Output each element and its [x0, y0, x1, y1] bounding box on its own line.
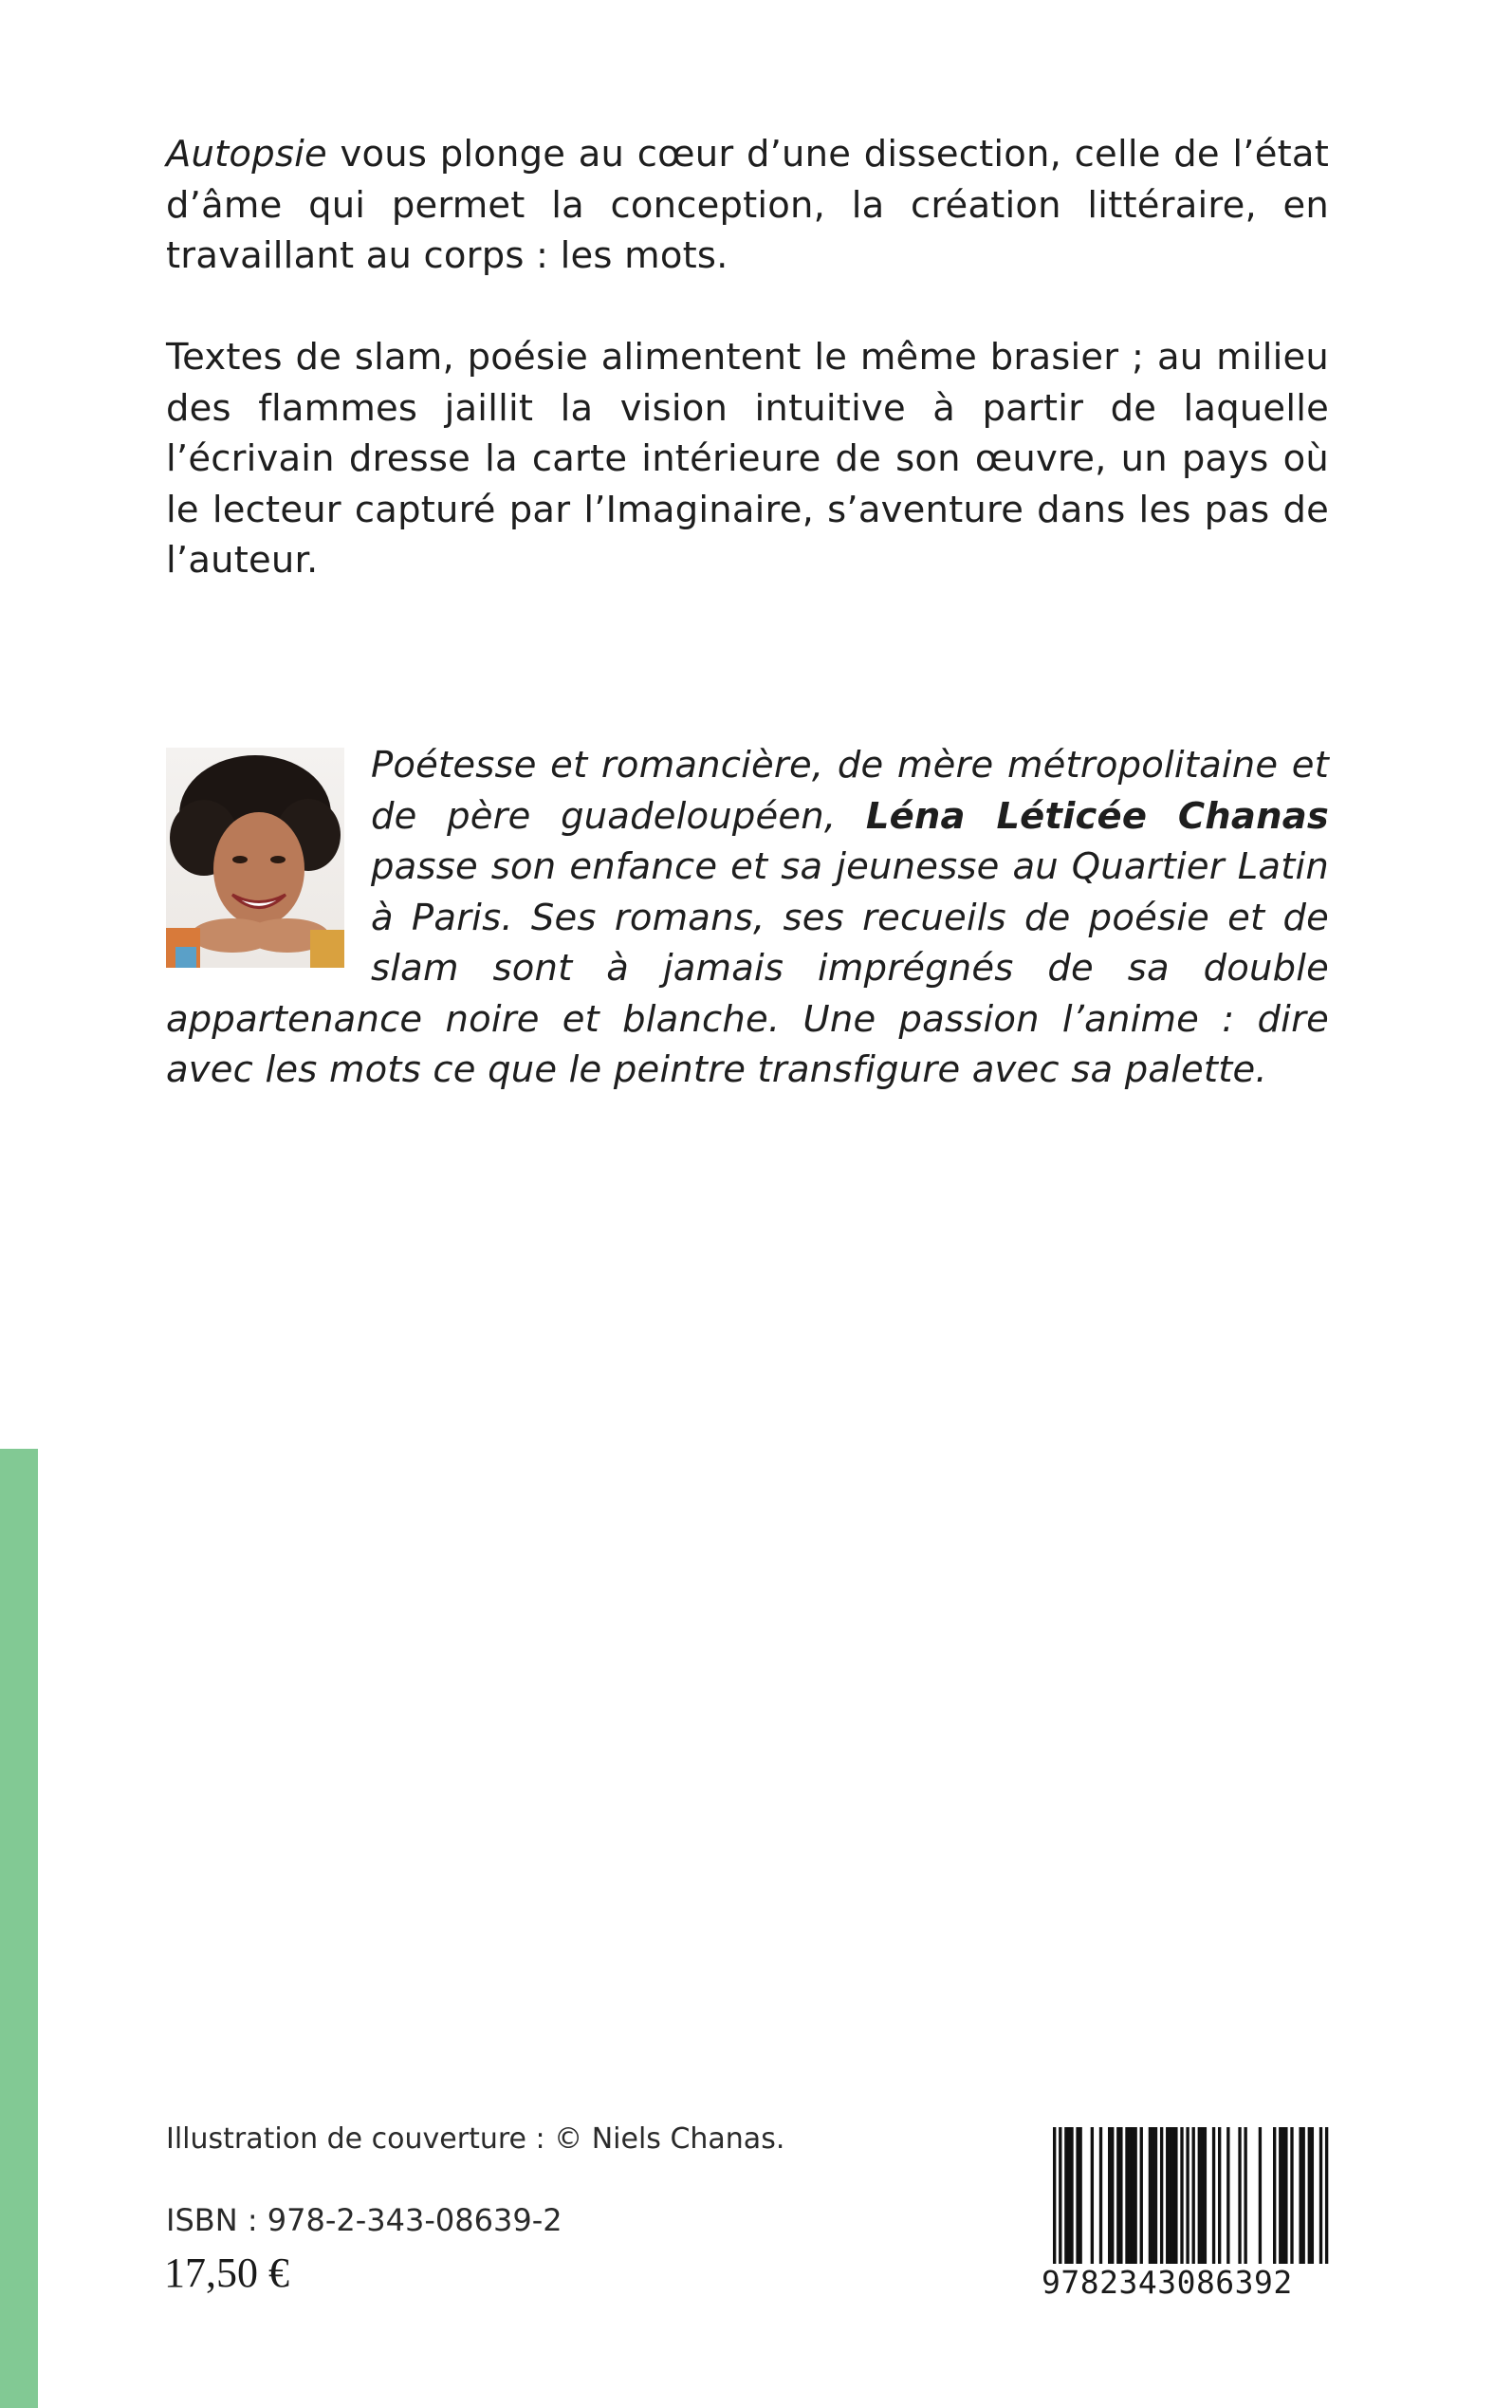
author-bio — [166, 740, 1329, 1096]
intro-paragraph-2-text: Textes de slam, poésie alimentent le même brasier ; au milieu des flammes jaillit la vision intuitive à partir de laquelle l’écrivain dresse la carte intérieure de son œuvre, un pays où le lecteur capturé par l’Imaginaire, s’aventure dans les pas de l’auteur. — [166, 336, 1329, 582]
barcode-bar — [1273, 2127, 1276, 2264]
barcode-bar — [1308, 2127, 1311, 2264]
barcode-bar — [1282, 2127, 1284, 2264]
barcode-bar — [1198, 2127, 1201, 2264]
intro-paragraph-1-text: vous plonge au cœur d’une dissection, celle de l’état d’âme qui permet la conception, la création littéraire, en travaillant au corps : les mots. — [166, 133, 1329, 277]
barcode — [1038, 2127, 1332, 2287]
barcode-bar — [1154, 2127, 1157, 2264]
barcode-bar — [1244, 2127, 1246, 2264]
barcode-bar — [1259, 2127, 1262, 2264]
author-name: Léna Léticée Chanas — [865, 794, 1329, 838]
barcode-bar — [1059, 2127, 1061, 2287]
barcode-bar — [1116, 2127, 1119, 2264]
barcode-bar — [1076, 2127, 1079, 2264]
barcode-bar — [1302, 2127, 1305, 2264]
cover-illustration-credit: Illustration de couverture : © Niels Chanas. — [166, 2122, 785, 2156]
barcode-bar — [1140, 2127, 1143, 2264]
barcode-bar — [1111, 2127, 1114, 2264]
book-title: Autopsie — [166, 133, 327, 176]
barcode-bar — [1290, 2127, 1293, 2264]
price: 17,50 € — [164, 2250, 289, 2296]
barcode-bar — [1166, 2127, 1169, 2264]
barcode-bar — [1238, 2127, 1241, 2264]
barcode-bar — [1064, 2127, 1067, 2264]
barcode-number: 9782343086392 — [1038, 2264, 1332, 2302]
barcode-bar — [1325, 2127, 1328, 2287]
barcode-bar — [1180, 2127, 1183, 2264]
isbn: ISBN : 978-2-343-08639-2 — [166, 2202, 562, 2238]
intro-paragraph-2 — [166, 332, 1329, 586]
barcode-bar — [1131, 2127, 1134, 2264]
barcode-bar — [1070, 2127, 1073, 2264]
barcode-bar — [1299, 2127, 1301, 2264]
author-photo — [166, 748, 344, 968]
barcode-bar — [1279, 2127, 1282, 2264]
barcode-bar — [1067, 2127, 1070, 2264]
bio-text-after-name: passe son enfance et sa jeunesse au Quartier Latin à Paris. Ses romans, ses recueils de poésie et de slam sont à jamais imprégnés de sa double appartenance noire et blanche. Une passion l’anime : dire avec les mots ce que le peintre transfigure avec sa palette. — [166, 845, 1329, 1091]
barcode-bar — [1311, 2127, 1314, 2264]
barcode-bar — [1186, 2127, 1189, 2287]
barcode-bar — [1119, 2127, 1122, 2264]
barcode-bar — [1099, 2127, 1102, 2264]
barcode-bar — [1079, 2127, 1081, 2264]
barcode-bar — [1226, 2127, 1229, 2264]
barcode-bar — [1108, 2127, 1111, 2264]
barcode-bar — [1204, 2127, 1207, 2264]
barcode-bar — [1169, 2127, 1171, 2264]
barcode-bar — [1171, 2127, 1174, 2264]
barcode-bar — [1284, 2127, 1287, 2264]
bio-text-before-name: Poétesse et romancière, de mère métropolitaine et de père guadeloupéen, — [371, 744, 1329, 838]
barcode-bar — [1128, 2127, 1131, 2264]
barcode-bar — [1201, 2127, 1204, 2264]
barcode-bar — [1174, 2127, 1177, 2264]
barcode-bar — [1152, 2127, 1154, 2264]
intro-paragraph-1 — [166, 129, 1329, 282]
barcode-bar — [1218, 2127, 1221, 2264]
barcode-bar — [1212, 2127, 1215, 2264]
barcode-bar — [1192, 2127, 1195, 2287]
barcode-bar — [1125, 2127, 1128, 2264]
green-side-strip — [0, 1449, 38, 2408]
barcode-bar — [1134, 2127, 1136, 2264]
barcode-bar — [1091, 2127, 1094, 2264]
barcode-bar — [1319, 2127, 1322, 2287]
barcode-bar — [1053, 2127, 1056, 2287]
barcode-bar — [1149, 2127, 1152, 2264]
barcode-bar — [1160, 2127, 1163, 2264]
